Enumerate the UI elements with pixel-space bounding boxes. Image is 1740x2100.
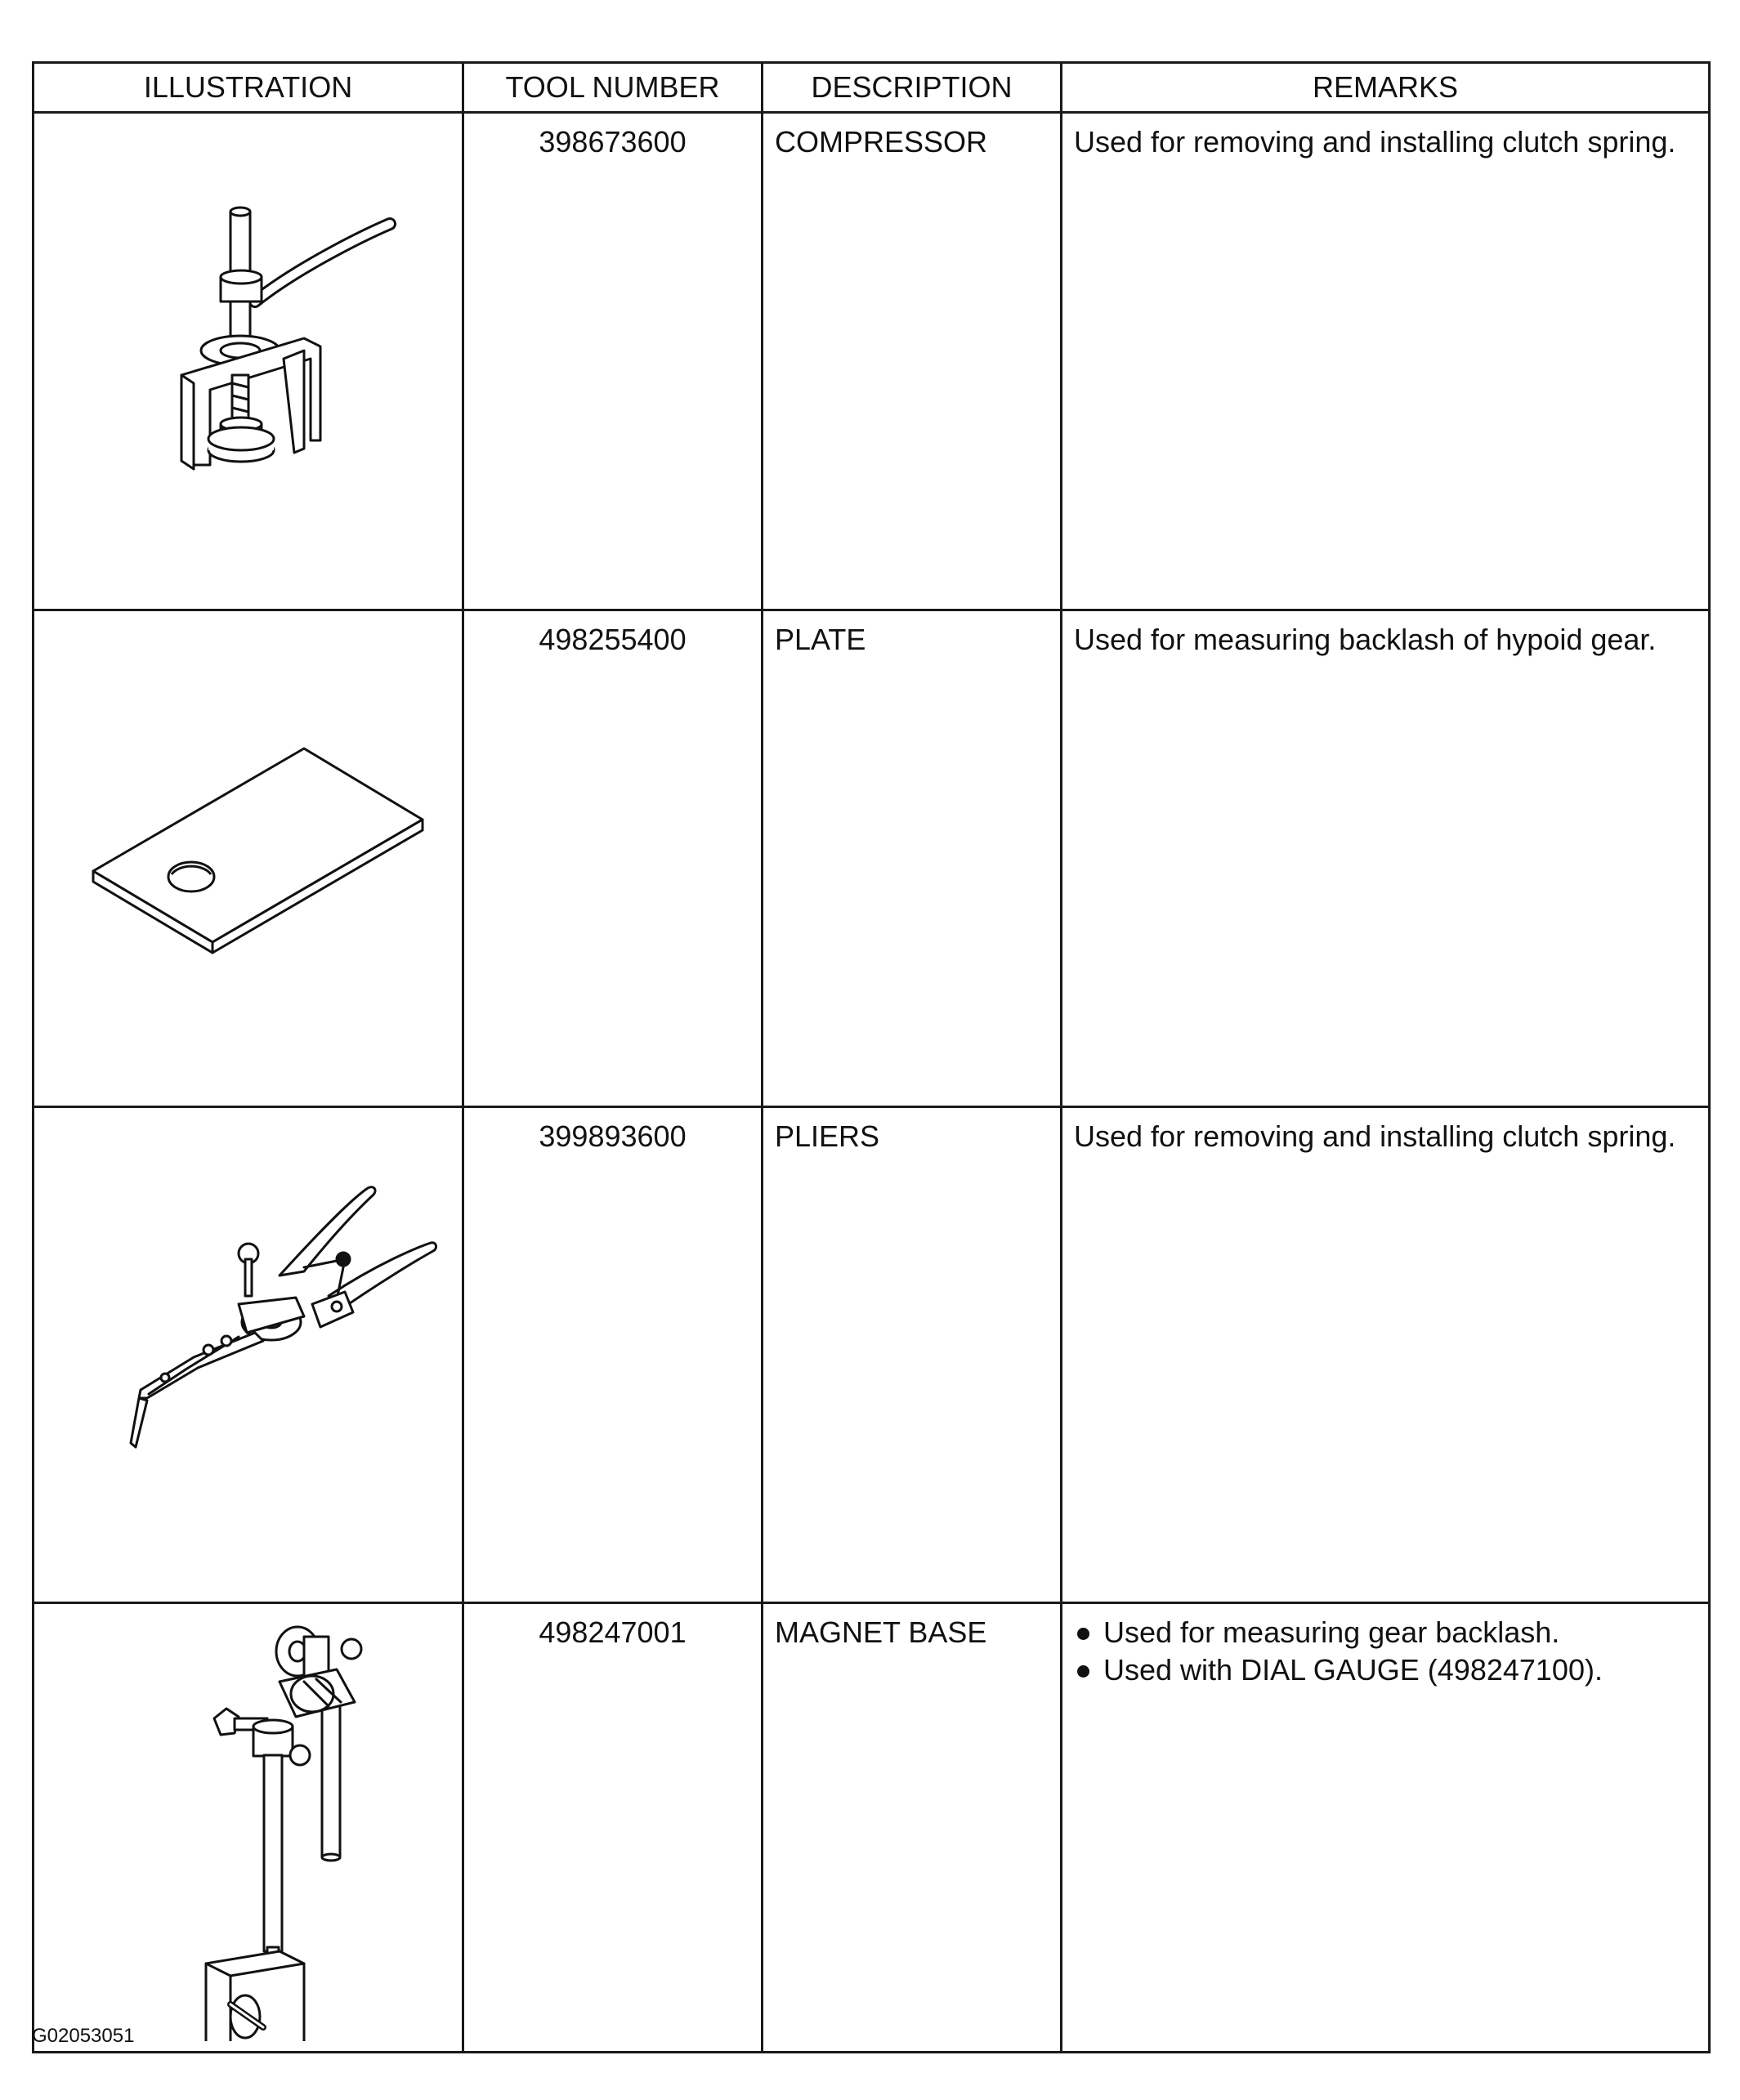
figure-code: G02053051	[32, 2025, 135, 2047]
header-remarks: REMARKS	[1062, 63, 1710, 113]
illustration-cell	[34, 1107, 463, 1603]
illustration-cell	[34, 113, 463, 610]
tool-number-cell: 498255400	[463, 610, 763, 1107]
remarks-bullet-list	[1074, 1614, 1700, 1689]
plate-icon	[34, 611, 464, 1096]
remarks-cell: Used for removing and installing clutch spring.	[1062, 113, 1710, 610]
illustration-cell	[34, 1603, 463, 2053]
magnet-base-icon	[34, 1604, 464, 2041]
remarks-bullet-item: Used with DIAL GAUGE (498247100).	[1074, 1651, 1700, 1689]
remarks-bullet-item: Used for measuring gear backlash.	[1074, 1614, 1700, 1651]
pliers-icon	[34, 1108, 464, 1592]
special-tools-table	[32, 61, 1711, 2053]
illustration-cell	[34, 610, 463, 1107]
table-row	[34, 1603, 1710, 2053]
compressor-icon	[34, 114, 464, 599]
tool-number-cell: 498247001	[463, 1603, 763, 2053]
description-cell: COMPRESSOR	[763, 113, 1062, 610]
tool-number-cell: 398673600	[463, 113, 763, 610]
description-cell: PLIERS	[763, 1107, 1062, 1603]
description-cell: PLATE	[763, 610, 1062, 1107]
header-tool-number: TOOL NUMBER	[463, 63, 763, 113]
description-cell: MAGNET BASE	[763, 1603, 1062, 2053]
remarks-cell: Used for measuring backlash of hypoid gear.	[1062, 610, 1710, 1107]
table-row	[34, 610, 1710, 1107]
table-row	[34, 1107, 1710, 1603]
remarks-cell	[1062, 1603, 1710, 2053]
remarks-cell: Used for removing and installing clutch spring.	[1062, 1107, 1710, 1603]
header-illustration: ILLUSTRATION	[34, 63, 463, 113]
header-description: DESCRIPTION	[763, 63, 1062, 113]
table-header-row	[34, 63, 1710, 113]
tool-number-cell: 399893600	[463, 1107, 763, 1603]
table-row	[34, 113, 1710, 610]
